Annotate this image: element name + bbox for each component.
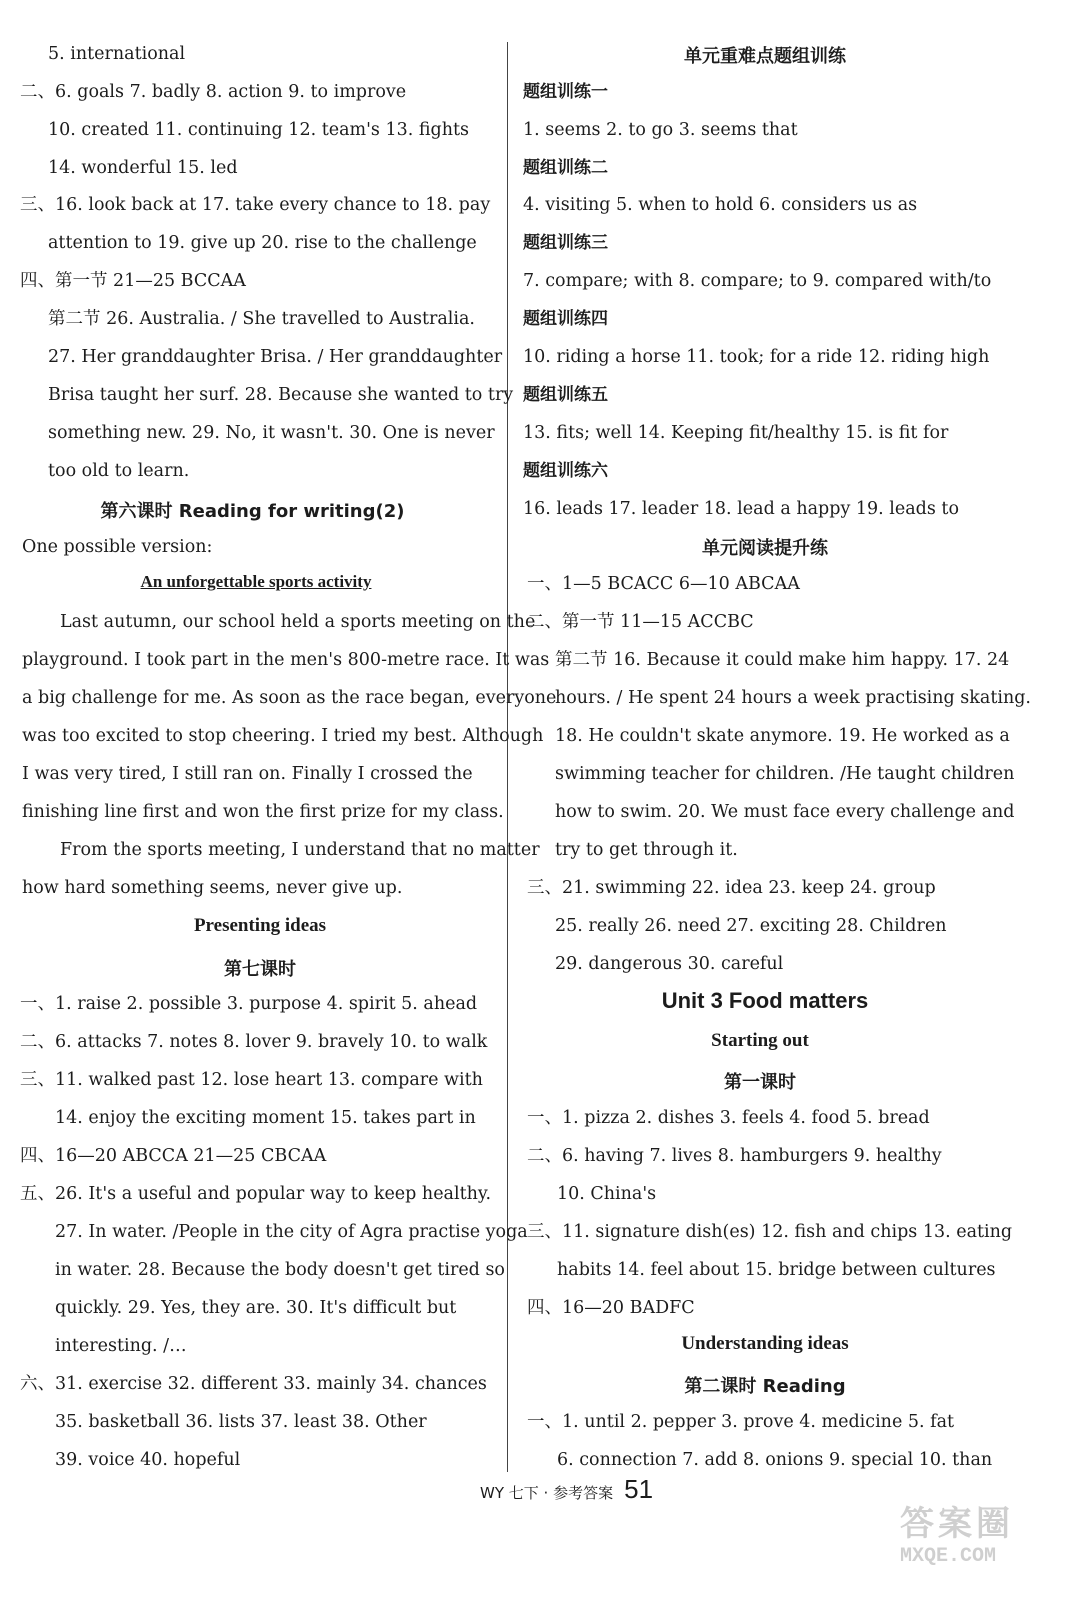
answer-line: 六、31. exercise 32. different 33. mainly 34. chances	[20, 1374, 487, 1394]
answer-line: 5. international	[48, 44, 186, 64]
answer-line: 6. connection 7. add 8. onions 9. special 10. than	[557, 1450, 993, 1470]
answer-line: 25. really 26. need 27. exciting 28. Children	[555, 916, 947, 936]
answer-line: 第二节 26. Australia. / She travelled to Australia.	[48, 309, 475, 329]
answer-line: habits 14. feel about 15. bridge between cultures	[557, 1260, 996, 1280]
answer-line: 二、6. goals 7. badly 8. action 9. to improve	[20, 82, 407, 102]
answer-line: how to swim. 20. We must face every challenge and	[555, 802, 1015, 822]
answer-line: Brisa taught her surf. 28. Because she wanted to try	[48, 385, 514, 405]
section-heading: Understanding ideas	[681, 1333, 849, 1354]
answer-line: 一、1. pizza 2. dishes 3. feels 4. food 5. bread	[527, 1108, 930, 1128]
answer-line: 一、1. raise 2. possible 3. purpose 4. spirit 5. ahead	[20, 994, 478, 1014]
answer-line: 10. created 11. continuing 12. team's 13. fights	[48, 120, 470, 140]
answer-line: 三、11. walked past 12. lose heart 13. compare with	[20, 1070, 483, 1090]
watermark-logo: 答案圈	[900, 1504, 1014, 1544]
answer-line: 一、1. until 2. pepper 3. prove 4. medicine 5. fat	[527, 1412, 955, 1432]
essay-line: From the sports meeting, I understand that no matter	[60, 840, 540, 860]
answer-line: 二、6. having 7. lives 8. hamburgers 9. healthy	[527, 1146, 942, 1166]
answer-line: 四、16—20 ABCCA 21—25 CBCAA	[20, 1146, 327, 1166]
answer-line: 18. He couldn't skate anymore. 19. He worked as a	[555, 726, 1010, 746]
answer-line: 二、6. attacks 7. notes 8. lover 9. bravely 10. to walk	[20, 1032, 488, 1052]
group-heading: 题组训练三	[523, 233, 608, 253]
footer-label: WY 七下 · 参考答案	[480, 1484, 614, 1502]
answer-line: 10. China's	[557, 1184, 657, 1204]
group-heading: 题组训练一	[523, 82, 608, 102]
group-heading: 题组训练六	[523, 461, 608, 481]
answer-line: 一、1—5 BCACC 6—10 ABCAA	[527, 574, 800, 594]
essay-title: An unforgettable sports activity	[140, 572, 372, 591]
answer-line: 16. leads 17. leader 18. lead a happy 19. leads to	[523, 499, 959, 519]
answer-line: 27. Her granddaughter Brisa. / Her granddaughter	[48, 347, 503, 367]
section-heading: 第七课时	[224, 959, 296, 980]
watermark-url: MXQE.COM	[900, 1545, 997, 1568]
section-heading: Presenting ideas	[193, 915, 327, 936]
answer-line: 39. voice 40. hopeful	[55, 1450, 241, 1470]
answer-line: 27. In water. /People in the city of Agra practise yoga	[55, 1222, 528, 1242]
answer-line: 四、16—20 BADFC	[527, 1298, 695, 1318]
section-heading: Starting out	[711, 1030, 809, 1051]
essay-line: finishing line first and won the first prize for my class.	[22, 802, 504, 822]
section-heading: 单元阅读提升练	[702, 538, 828, 559]
section-heading: 第一课时	[724, 1072, 796, 1093]
answer-line: 29. dangerous 30. careful	[555, 954, 784, 974]
answer-line: swimming teacher for children. /He taught children	[555, 764, 1015, 784]
answer-line: 三、21. swimming 22. idea 23. keep 24. group	[527, 878, 936, 898]
answer-line: 10. riding a horse 11. took; for a ride 12. riding high	[523, 347, 990, 367]
answer-line: 14. wonderful 15. led	[48, 158, 238, 178]
essay-line: how hard something seems, never give up.	[22, 878, 403, 898]
answer-line: 三、11. signature dish(es) 12. fish and chips 13. eating	[527, 1222, 1013, 1242]
section-heading: 单元重难点题组训练	[684, 46, 846, 67]
answer-line: attention to 19. give up 20. rise to the challenge	[48, 233, 477, 253]
section-heading: 第二课时 Reading	[684, 1376, 846, 1397]
answer-line: hours. / He spent 24 hours a week practising skating.	[555, 688, 1031, 708]
essay-line: was too excited to stop cheering. I tried my best. Although	[22, 726, 544, 746]
essay-line: I was very tired, I still ran on. Finally I crossed the	[22, 764, 473, 784]
column-divider	[507, 42, 508, 1472]
section-heading: 第六课时 Reading for writing(2)	[100, 501, 405, 522]
page-footer	[480, 1474, 653, 1505]
answer-line: 14. enjoy the exciting moment 15. takes part in	[55, 1108, 476, 1128]
essay-line: playground. I took part in the men's 800-metre race. It was	[22, 650, 550, 670]
answer-line: 五、26. It's a useful and popular way to keep healthy.	[20, 1184, 492, 1204]
answer-line: too old to learn.	[48, 461, 190, 481]
answer-line: interesting. /…	[55, 1336, 187, 1356]
answer-line: 7. compare; with 8. compare; to 9. compared with/to	[523, 271, 992, 291]
unit-title: Unit 3 Food matters	[661, 988, 869, 1013]
page-number: 51	[624, 1474, 654, 1504]
answer-line: in water. 28. Because the body doesn't get tired so	[55, 1260, 505, 1280]
essay-line: a big challenge for me. As soon as the race began, everyone	[22, 688, 557, 708]
group-heading: 题组训练四	[523, 309, 608, 329]
answer-line: 四、第一节 21—25 BCCAA	[20, 271, 246, 291]
answer-line: try to get through it.	[555, 840, 738, 860]
group-heading: 题组训练五	[523, 385, 608, 405]
group-heading: 题组训练二	[523, 158, 608, 178]
answer-line: 35. basketball 36. lists 37. least 38. Other	[55, 1412, 427, 1432]
answer-line: 第二节 16. Because it could make him happy. 17. 24	[555, 650, 1010, 670]
answer-line: 13. fits; well 14. Keeping fit/healthy 15. is fit for	[523, 423, 949, 443]
answer-line: One possible version:	[22, 537, 213, 557]
answer-line: quickly. 29. Yes, they are. 30. It's difficult but	[55, 1298, 457, 1318]
answer-line: 二、第一节 11—15 ACCBC	[527, 612, 754, 632]
answer-line: 1. seems 2. to go 3. seems that	[523, 120, 798, 140]
answer-line: 三、16. look back at 17. take every chance to 18. pay	[20, 195, 491, 215]
essay-line: Last autumn, our school held a sports meeting on the	[60, 612, 536, 632]
answer-line: 4. visiting 5. when to hold 6. considers us as	[523, 195, 918, 215]
answer-line: something new. 29. No, it wasn't. 30. One is never	[48, 423, 495, 443]
